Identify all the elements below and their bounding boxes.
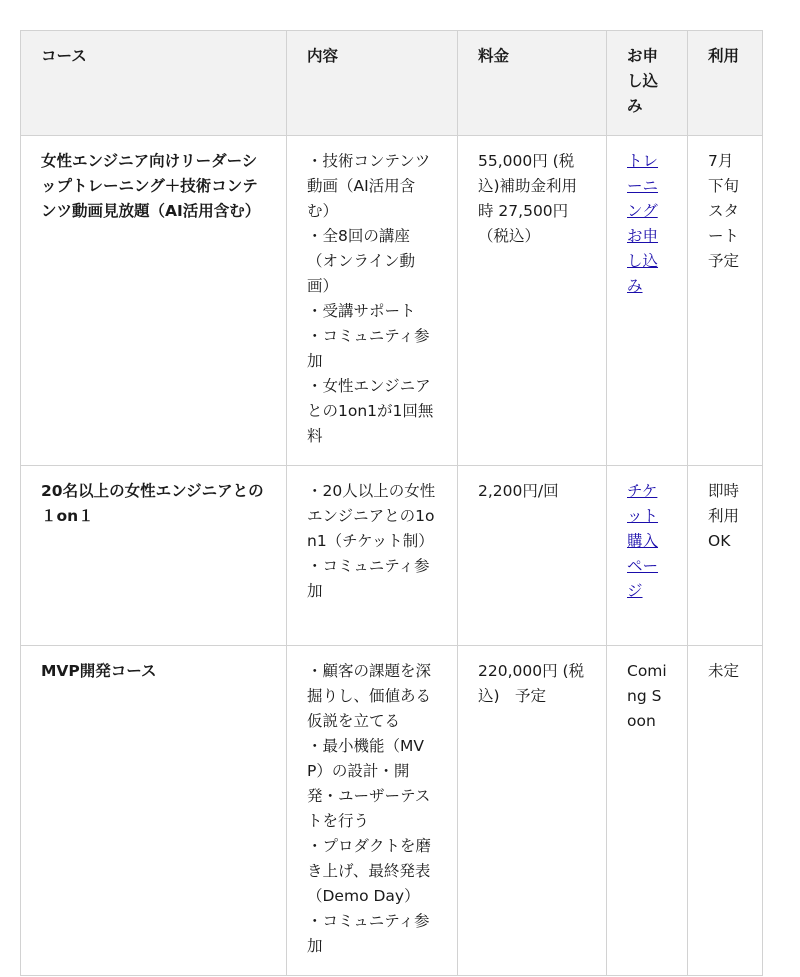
course-price: 2,200円/回 bbox=[458, 466, 607, 646]
course-table-container bbox=[20, 30, 762, 976]
apply-cell bbox=[607, 466, 688, 646]
course-usage: 7月下旬スタート予定 bbox=[688, 136, 763, 466]
header-apply: お申し込み bbox=[607, 31, 688, 136]
course-table bbox=[20, 30, 763, 976]
table-row bbox=[21, 646, 763, 976]
course-content: ・20人以上の女性エンジニアとの1on1（チケット制） ・コミュニティ参加 bbox=[287, 466, 458, 646]
training-apply-link[interactable]: トレーニングお申し込み bbox=[627, 152, 659, 295]
table-header-row bbox=[21, 31, 763, 136]
header-price: 料金 bbox=[458, 31, 607, 136]
coming-soon-text: Coming Soon bbox=[607, 646, 688, 976]
apply-cell bbox=[607, 136, 688, 466]
course-usage: 即時利用OK bbox=[688, 466, 763, 646]
course-content: ・顧客の課題を深掘りし、価値ある仮説を立てる ・最小機能（MVP）の設計・開発・ユーザーテストを行う ・プロダクトを磨き上げ、最終発表（Demo Day） ・コミュニティ参加 bbox=[287, 646, 458, 976]
header-usage: 利用 bbox=[688, 31, 763, 136]
ticket-purchase-link[interactable]: チケット購入ページ bbox=[627, 482, 659, 600]
course-content: ・技術コンテンツ動画（AI活用含む） ・全8回の講座（オンライン動画） ・受講サポート ・コミュニティ参加 ・女性エンジニアとの1on1が1回無料 bbox=[287, 136, 458, 466]
course-price: 220,000円 (税込) 予定 bbox=[458, 646, 607, 976]
table-row bbox=[21, 136, 763, 466]
course-name: 20名以上の女性エンジニアとの１on１ bbox=[21, 466, 287, 646]
table-row bbox=[21, 466, 763, 646]
course-name: 女性エンジニア向けリーダーシップトレーニング＋技術コンテンツ動画見放題（AI活用含む） bbox=[21, 136, 287, 466]
course-name: MVP開発コース bbox=[21, 646, 287, 976]
course-usage: 未定 bbox=[688, 646, 763, 976]
header-course: コース bbox=[21, 31, 287, 136]
course-price: 55,000円 (税込)補助金利用時 27,500円（税込） bbox=[458, 136, 607, 466]
header-content: 内容 bbox=[287, 31, 458, 136]
